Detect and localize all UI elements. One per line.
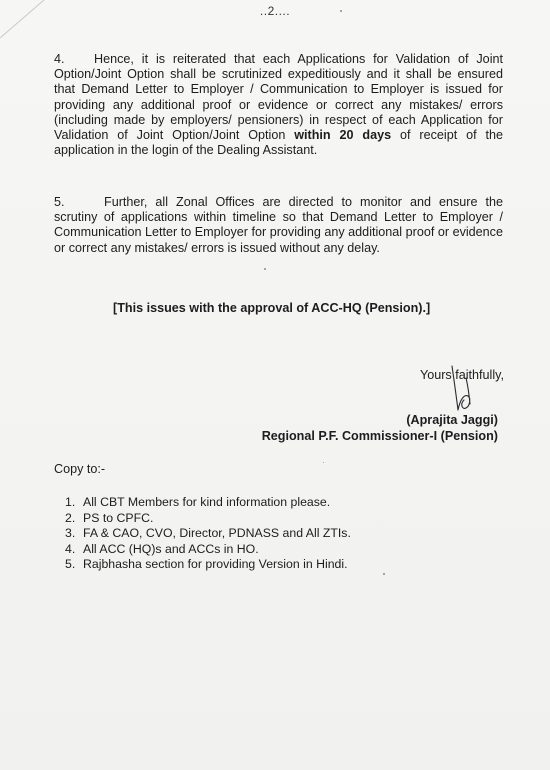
list-item-number: 1. <box>65 495 76 509</box>
list-item-text: All CBT Members for kind information please. <box>83 495 331 509</box>
list-item-number: 2. <box>65 510 76 525</box>
deadline-emphasis: within 20 days <box>294 128 392 143</box>
list-item-number: 5. <box>65 557 76 572</box>
list-item <box>65 495 351 511</box>
list-item-text: PS to CPFC. <box>83 510 154 525</box>
scan-speck <box>264 268 266 270</box>
list-item <box>65 526 351 542</box>
list-item-number: 3. <box>65 526 76 541</box>
paragraph-text: Further, all Zonal Offices are directed to monitor and ensure the scrutiny of applications within timeline so that Demand Letter to Employer / Communication Letter to Employer for providing any additional proof or evidence or correct any mistakes/ errors is issued without any delay. <box>54 195 503 255</box>
list-item-text: Rajbhasha section for providing Version in Hindi. <box>83 557 348 572</box>
paragraph-number: 4. <box>54 52 65 66</box>
signatory-name: (Aprajita Jaggi) <box>406 413 498 427</box>
list-item-text: FA & CAO, CVO, Director, PDNASS and All ZTIs. <box>83 526 351 541</box>
paragraph-text-end: of receipt of the application in the login of the Dealing Assistant. <box>54 128 503 158</box>
scan-speck <box>323 462 324 463</box>
list-item-text: All ACC (HQ)s and ACCs in HO. <box>83 541 259 556</box>
closing-salutation: Yours faithfully, <box>419 368 504 382</box>
paragraph-text: Hence, it is reiterated that each Applications for Validation of Joint Option/Joint Option shall be scrutinized expeditiously and it shall be ensured that Demand Letter to Employer / Communication to Employer is issued for providing any additional proof or evidence or correct any mistakes/ errors (including made by employers/ pensioners) in respect of each Application for Validation of Joint Option/Joint Option <box>54 52 503 143</box>
list-item-number: 4. <box>65 541 76 556</box>
list-item <box>65 557 351 573</box>
copy-to-list <box>65 495 351 573</box>
scan-speck <box>340 10 342 12</box>
copy-to-heading: Copy to:- <box>54 462 106 476</box>
page-number: ..2.... <box>259 4 291 18</box>
paragraph-5 <box>54 195 503 256</box>
approval-note: [This issues with the approval of ACC-HQ (Pension).] <box>113 301 431 315</box>
paragraph-4 <box>54 52 503 158</box>
list-item <box>65 511 351 527</box>
handwritten-signature <box>438 360 498 420</box>
paragraph-number: 5. <box>54 195 65 209</box>
list-item <box>65 542 351 558</box>
scan-speck <box>383 573 385 575</box>
signatory-title: Regional P.F. Commissioner-I (Pension) <box>261 429 498 443</box>
